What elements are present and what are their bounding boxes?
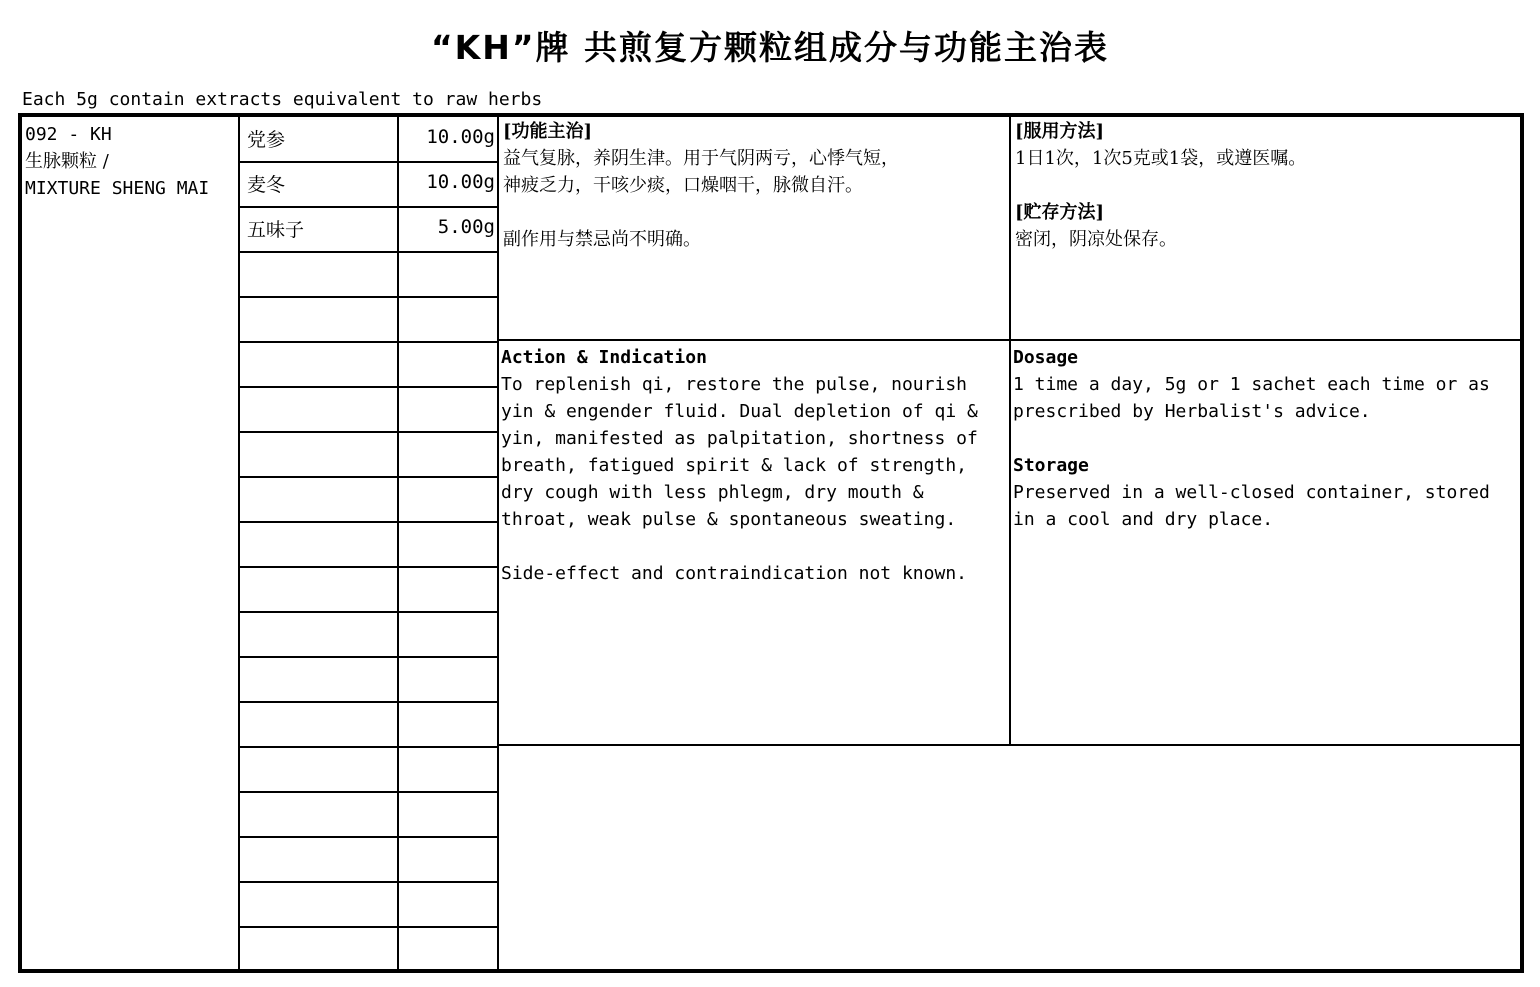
herb-qty: 10.00g [426,171,495,193]
herb-name: 五味子 [247,219,305,241]
storage-zh-text: 密闭，阴凉处保存。 [1015,229,1177,250]
action-en-cell [501,344,1006,587]
function-zh-cell [503,118,1003,253]
herb-row [243,657,499,700]
action-en-line: dry cough with less phlegm, dry mouth & [501,482,924,503]
dosage-en-cell [1013,344,1518,533]
col-divider [238,117,240,969]
subtitle: Each 5g contain extracts equivalent to raw herbs [22,89,543,110]
action-en-line: yin & engender fluid. Dual depletion of qi & [501,401,978,422]
function-zh-line: 益气复脉，养阴生津。用于气阴两亏，心悸气短， [503,148,899,169]
storage-en-heading: Storage [1013,455,1089,476]
herb-row [243,117,499,160]
product-name-zh: 生脉颗粒 / [25,151,109,172]
dosage-en-line: 1 time a day, 5g or 1 sachet each time or as [1013,374,1490,395]
product-name-en: MIXTURE SHENG MAI [25,178,210,199]
herb-row [243,882,499,925]
herb-table [18,113,1524,973]
action-en-line: yin, manifested as palpitation, shortness of [501,428,978,449]
herb-row [243,207,499,250]
side-effect-en: Side-effect and contraindication not known. [501,563,967,584]
herb-row [243,297,499,340]
storage-en-line: Preserved in a well-closed container, stored [1013,482,1490,503]
herb-row [243,747,499,790]
storage-zh-heading: [贮存方法] [1015,202,1105,223]
storage-en-line: in a cool and dry place. [1013,509,1274,530]
herb-name: 麦冬 [247,174,286,196]
herb-row [243,927,499,970]
row-divider [499,744,1520,746]
action-en-line: breath, fatigued spirit & lack of strength, [501,455,967,476]
action-en-line: throat, weak pulse & spontaneous sweating. [501,509,957,530]
herb-row [243,252,499,295]
side-effect-zh: 副作用与禁忌尚不明确。 [503,229,701,250]
herb-row [243,612,499,655]
function-zh-line: 神疲乏力，干咳少痰，口燥咽干，脉微自汗。 [503,175,863,196]
dosage-en-heading: Dosage [1013,347,1079,368]
herb-row [243,477,499,520]
herb-row [243,342,499,385]
herb-row [243,432,499,475]
herb-name: 党参 [247,129,286,151]
usage-zh-text: 1日1次，1次5克或1袋，或遵医嘱。 [1015,148,1307,169]
herb-qty: 5.00g [437,216,495,238]
product-code: 092 - KH [25,124,112,145]
herb-row [243,702,499,745]
row-divider [499,339,1520,341]
herb-row [243,792,499,835]
action-en-heading: Action & Indication [501,347,707,368]
herb-row [243,567,499,610]
usage-zh-heading: [服用方法] [1015,121,1105,142]
herb-row [243,162,499,205]
action-en-line: To replenish qi, restore the pulse, nourish [501,374,967,395]
page-title: “KH”牌 共煎复方颗粒组成分与功能主治表 [430,28,1110,67]
function-zh-heading: [功能主治] [503,121,593,142]
usage-zh-cell [1015,118,1515,253]
herb-row [243,522,499,565]
herb-row [243,837,499,880]
dosage-en-line: prescribed by Herbalist's advice. [1013,401,1371,422]
col-divider [1009,117,1011,745]
herb-qty: 10.00g [426,126,495,148]
product-info [25,121,237,202]
herb-row [243,387,499,430]
